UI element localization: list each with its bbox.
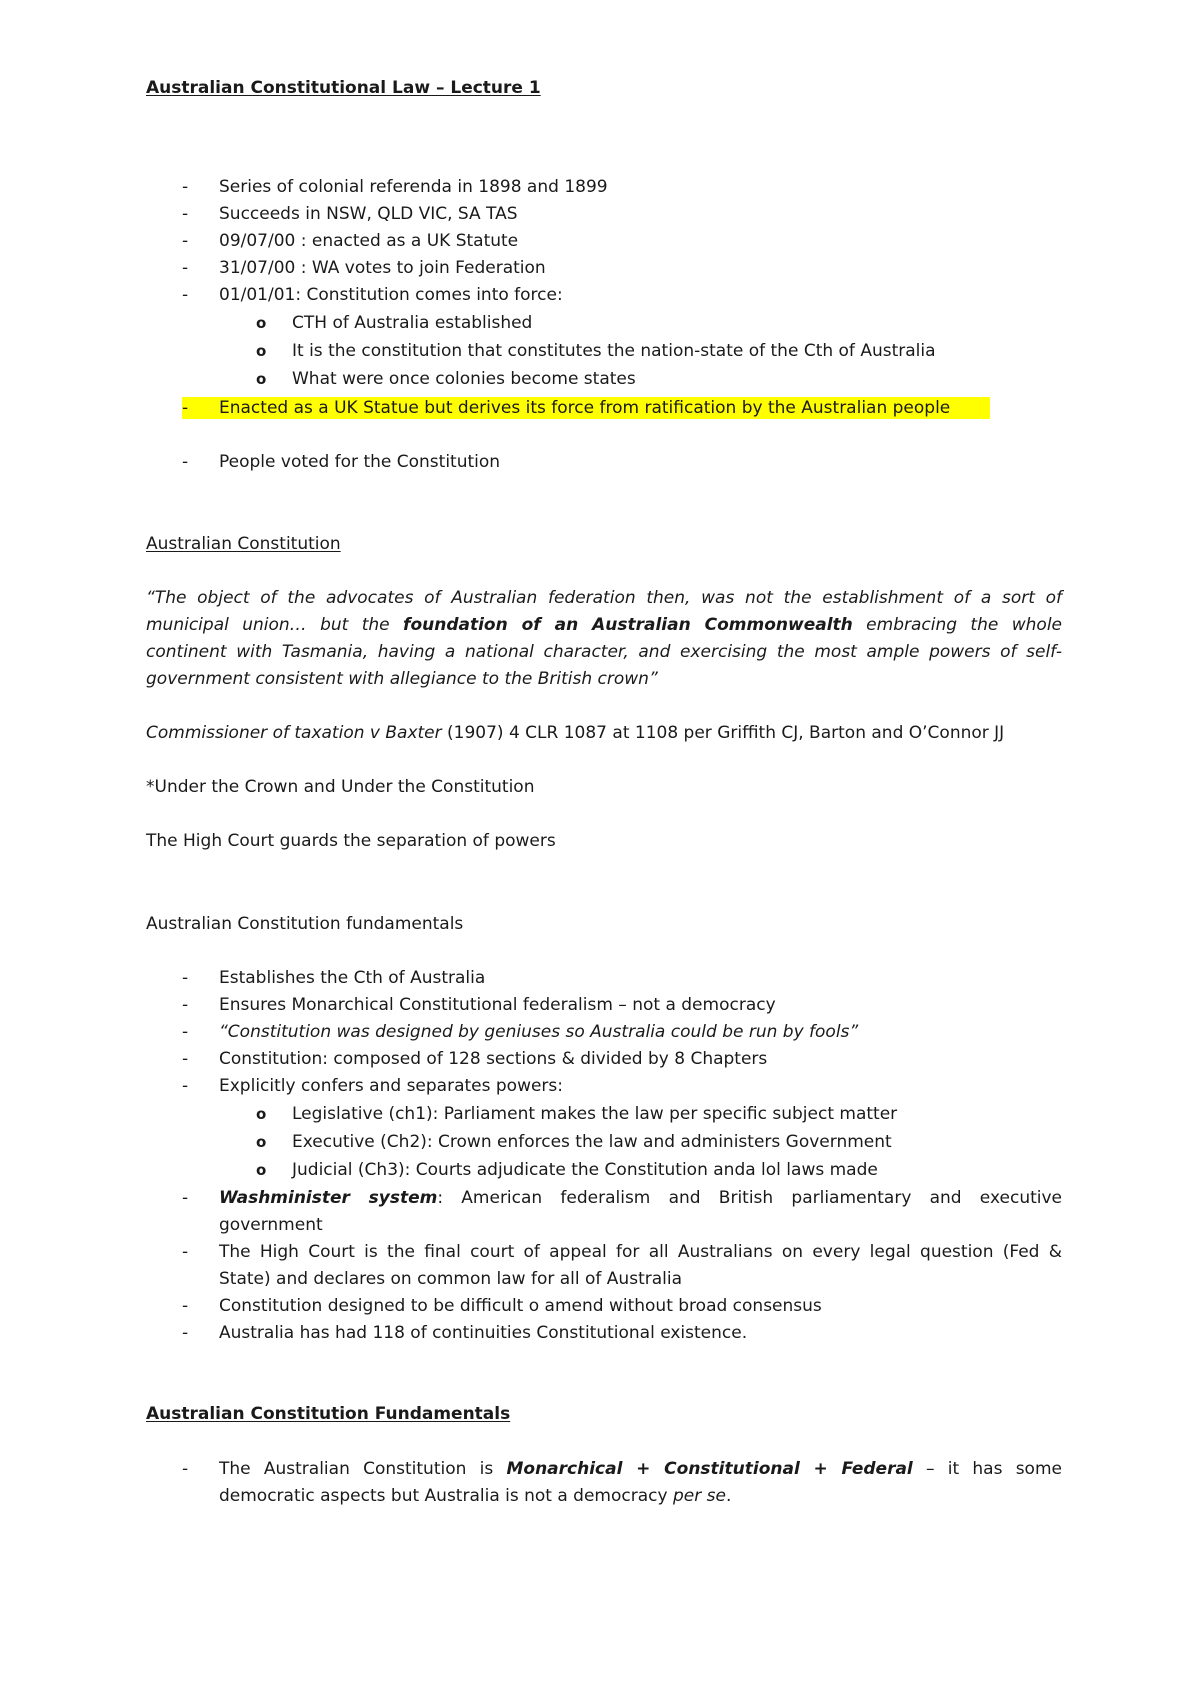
- sub-list-item: CTH of Australia established: [292, 313, 533, 333]
- highlighted-text: Enacted as a UK Statue but derives its force from ratification by the Australian people: [219, 398, 951, 418]
- list-item-text: – it has some: [912, 1459, 1062, 1479]
- note-line: *Under the Crown and Under the Constitution: [146, 777, 535, 797]
- sub-bullet: o: [256, 342, 267, 360]
- list-item: 01/01/01: Constitution comes into force:: [219, 285, 563, 305]
- section-heading: Australian Constitution Fundamentals: [146, 1404, 511, 1424]
- list-item: 09/07/00 : enacted as a UK Statute: [219, 231, 519, 251]
- sub-bullet: o: [256, 1161, 267, 1179]
- list-item: Constitution: composed of 128 sections & divided by 8 Chapters: [219, 1049, 768, 1069]
- list-dash: -: [182, 1323, 189, 1343]
- list-item: Constitution designed to be difficult o amend without broad consensus: [219, 1296, 822, 1316]
- sub-list-item: Legislative (ch1): Parliament makes the law per specific subject matter: [292, 1104, 898, 1124]
- note-line: The High Court guards the separation of powers: [146, 831, 556, 851]
- sub-bullet: o: [256, 314, 267, 332]
- document-title: Australian Constitutional Law – Lecture 1: [146, 78, 541, 98]
- list-item: The High Court is the final court of appeal for all Australians on every legal question (Fed &: [219, 1242, 1062, 1262]
- term-emphasis: Monarchical + Constitutional + Federal: [506, 1459, 913, 1479]
- sub-bullet: o: [256, 1133, 267, 1151]
- list-dash: -: [182, 177, 189, 197]
- term-emphasis: Washminister system: [219, 1188, 438, 1208]
- list-dash: -: [182, 1049, 189, 1069]
- quote-line: [146, 614, 1062, 636]
- list-dash: -: [182, 398, 189, 418]
- list-dash: -: [182, 995, 189, 1015]
- quote-emphasis: foundation of an Australian Commonwealth: [403, 615, 853, 635]
- highlighted-item: [182, 397, 990, 419]
- quote-line: continent with Tasmania, having a national character, and exercising the most ample powers of self-: [146, 642, 1062, 662]
- quote-line: government consistent with allegiance to the British crown”: [146, 669, 658, 689]
- list-dash: -: [182, 231, 189, 251]
- list-item: 31/07/00 : WA votes to join Federation: [219, 258, 546, 278]
- list-item-continued: State) and declares on common law for all of Australia: [219, 1269, 683, 1289]
- list-dash: -: [182, 1188, 189, 1208]
- list-dash: -: [182, 1459, 189, 1479]
- list-dash: -: [182, 1296, 189, 1316]
- list-dash: -: [182, 1076, 189, 1096]
- sub-list-item: Judicial (Ch3): Courts adjudicate the Constitution anda lol laws made: [292, 1160, 878, 1180]
- list-dash: -: [182, 204, 189, 224]
- list-item: [219, 1458, 1062, 1480]
- case-name: Commissioner of taxation v Baxter: [146, 723, 442, 743]
- case-citation: [146, 722, 1004, 744]
- list-item-text: The Australian Constitution is: [219, 1459, 507, 1479]
- quote-line: “The object of the advocates of Australian federation then, was not the establishment of a sort of: [146, 588, 1062, 608]
- section-heading: Australian Constitution: [146, 534, 341, 554]
- list-dash: -: [182, 285, 189, 305]
- quote-text: embracing the whole: [852, 615, 1062, 635]
- list-item-text: .: [725, 1486, 732, 1506]
- case-reference: (1907) 4 CLR 1087 at 1108 per Griffith CJ, Barton and O’Connor JJ: [441, 723, 1005, 743]
- list-item: Explicitly confers and separates powers:: [219, 1076, 564, 1096]
- list-item-continued: government: [219, 1215, 323, 1235]
- list-item-text: democratic aspects but Australia is not a democracy: [219, 1486, 673, 1506]
- list-item: Australia has had 118 of continuities Constitutional existence.: [219, 1323, 748, 1343]
- list-item: Ensures Monarchical Constitutional federalism – not a democracy: [219, 995, 776, 1015]
- list-dash: -: [182, 452, 189, 472]
- term-emphasis: per se: [672, 1486, 726, 1506]
- list-item-text: : American federalism and British parliamentary and executive: [437, 1188, 1062, 1208]
- sub-list-item: It is the constitution that constitutes the nation-state of the Cth of Australia: [292, 341, 936, 361]
- sub-bullet: o: [256, 1105, 267, 1123]
- list-dash: -: [182, 1242, 189, 1262]
- sub-list-item: What were once colonies become states: [292, 369, 636, 389]
- list-item: Establishes the Cth of Australia: [219, 968, 486, 988]
- list-dash: -: [182, 968, 189, 988]
- list-item-continued: [219, 1485, 731, 1507]
- sub-bullet: o: [256, 370, 267, 388]
- list-dash: -: [182, 1022, 189, 1042]
- quote-text: municipal union… but the: [146, 615, 404, 635]
- section-heading: Australian Constitution fundamentals: [146, 914, 464, 934]
- list-item: [219, 1187, 1062, 1209]
- list-dash: -: [182, 258, 189, 278]
- list-item: Series of colonial referenda in 1898 and 1899: [219, 177, 608, 197]
- list-item: People voted for the Constitution: [219, 452, 501, 472]
- list-item: Succeeds in NSW, QLD VIC, SA TAS: [219, 204, 518, 224]
- list-item: “Constitution was designed by geniuses so Australia could be run by fools”: [219, 1022, 859, 1042]
- sub-list-item: Executive (Ch2): Crown enforces the law and administers Government: [292, 1132, 892, 1152]
